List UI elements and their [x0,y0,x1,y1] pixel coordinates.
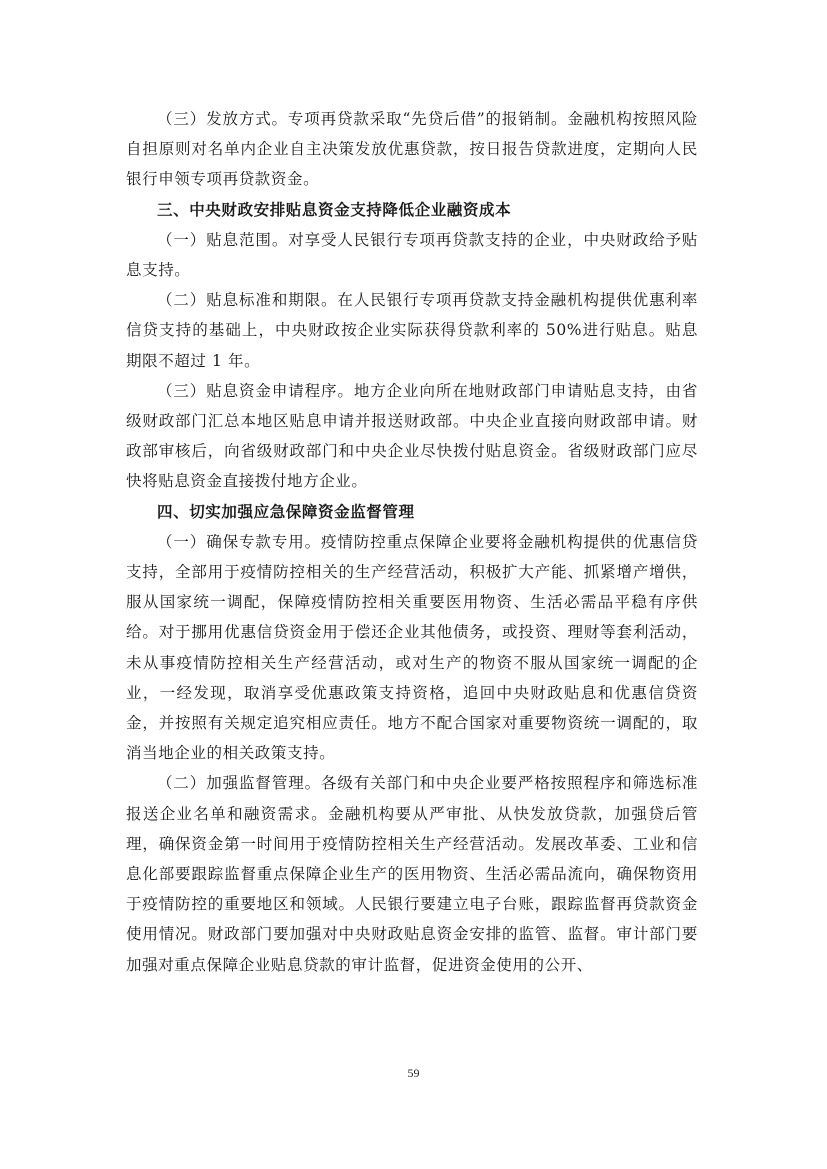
paragraph-supervision: （二）加强监督管理。各级有关部门和中央企业要严格按照程序和筛选标准报送企业名单和融资需求。金融机构要从严审批、从快发放贷款，加强贷后管理，确保资金第一时间用于疫情防控相关生产经营活动。发展改革委、工业和信息化部要跟踪监督重点保障企业生产的医用物资、生活必需品流向，确保物资用于疫情防控的重要地区和领域。人民银行要建立电子台账，跟踪监督再贷款资金使用情况。财政部门要加强对中央财政贴息资金安排的监管、监督。审计部门要加强对重点保障企业贴息贷款的审计监督，促进资金使用的公开、 [126,774,698,974]
paragraph-subsidy-standard: （二）贴息标准和期限。在人民银行专项再贷款支持金融机构提供优惠利率信贷支持的基础上，中央财政按企业实际获得贷款利率的 50%进行贴息。贴息期限不超过 1 年。 [126,291,698,370]
document-body [126,104,698,980]
paragraph-dedicated-funds: （一）确保专款专用。疫情防控重点保障企业要将金融机构提供的优惠信贷支持，全部用于疫情防控相关的生产经营活动，积极扩大产能、抓紧增产增供，服从国家统一调配，保障疫情防控相关重要医用物资、生活必需品平稳有序供给。对于挪用优惠信贷资金用于偿还企业其他债务，或投资、理财等套利活动，未从事疫情防控相关生产经营活动，或对生产的物资不服从国家统一调配的企业，一经发现，取消享受优惠政策支持资格，追回中央财政贴息和优惠信贷资金，并按照有关规定追究相应责任。地方不配合国家对重要物资统一调配的，取消当地企业的相关政策支持。 [126,532,698,763]
paragraph-disbursement-method: （三）发放方式。专项再贷款采取“先贷后借”的报销制。金融机构按照风险自担原则对名单内企业自主决策发放优惠贷款，按日报告贷款进度，定期向人民银行申领专项再贷款资金。 [126,110,698,189]
paragraph-subsidy-scope: （一）贴息范围。对享受人民银行专项再贷款支持的企业，中央财政给予贴息支持。 [126,230,698,280]
section-heading-3: 三、中央财政安排贴息资金支持降低企业融资成本 [157,200,512,219]
section-heading-4: 四、切实加强应急保障资金监督管理 [157,502,415,521]
page-number: 59 [407,1066,420,1080]
paragraph-subsidy-application: （三）贴息资金申请程序。地方企业向所在地财政部门申请贴息支持，由省级财政部门汇总本地区贴息申请并报送财政部。中央企业直接向财政部申请。财政部审核后，向省级财政部门和中央企业尽快拨付贴息资金。省级财政部门应尽快将贴息资金直接拨付地方企业。 [126,381,698,491]
